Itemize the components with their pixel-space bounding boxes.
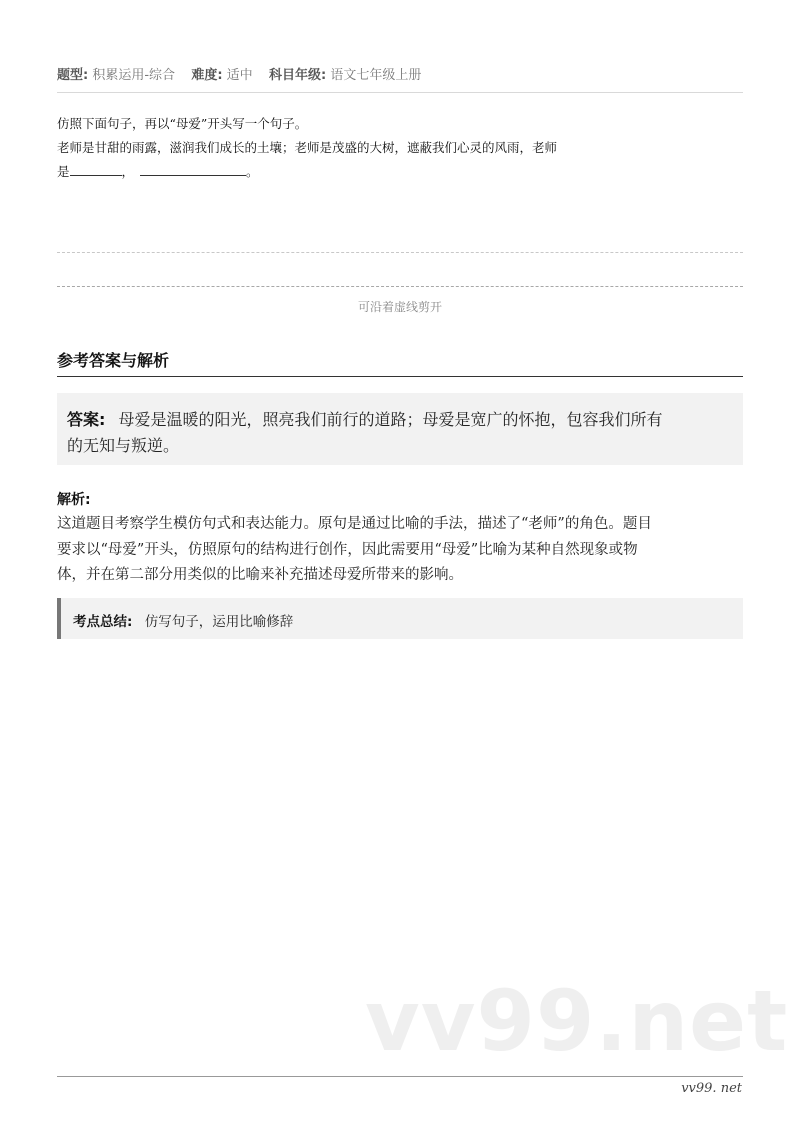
answer-text-2: 的无知与叛逆。 <box>67 436 180 455</box>
cut-line <box>57 286 743 287</box>
type-label: 题型: <box>57 68 89 83</box>
question-instruction: 仿照下面句子，再以“母爱”开头写一个句子。 <box>57 116 308 131</box>
grade-value: 语文七年级上册 <box>330 68 422 83</box>
answer-blank-2[interactable] <box>140 163 246 176</box>
section-divider <box>57 376 743 377</box>
grade-label: 科目年级: <box>268 68 327 83</box>
question-blank-line <box>57 162 259 180</box>
summary-box <box>57 598 743 639</box>
answer-section-title: 参考答案与解析 <box>57 351 170 370</box>
answer-text-1: 母爱是温暖的阳光，照亮我们前行的道路；母爱是宽广的怀抱，包容我们所有 <box>118 410 663 429</box>
difficulty-value: 适中 <box>226 68 253 83</box>
summary-line <box>73 610 293 630</box>
question-example: 老师是甘甜的雨露，滋润我们成长的土壤；老师是茂盛的大树，遮蔽我们心灵的风雨，老师 <box>57 140 558 155</box>
blank-separator: ， <box>121 164 135 179</box>
summary-value: 仿写句子，运用比喻修辞 <box>144 614 294 630</box>
question-meta <box>57 64 421 83</box>
dashed-divider <box>57 252 743 253</box>
blank-prefix: 是 <box>57 164 70 179</box>
footer-site: vv99. net <box>681 1081 742 1096</box>
answer-label: 答案: <box>67 410 106 429</box>
analysis-line: 体，并在第二部分用类似的比喻来补充描述母爱所带来的影响。 <box>57 567 463 583</box>
cut-hint: 可沿着虚线剪开 <box>357 300 442 314</box>
analysis-label: 解析: <box>57 492 91 508</box>
type-value: 积累运用-综合 <box>92 68 176 83</box>
analysis-line: 要求以“母爱”开头，仿照原句的结构进行创作，因此需要用“母爱”比喻为某种自然现象或物 <box>57 542 638 558</box>
answer-blank-1[interactable] <box>70 163 122 176</box>
header-divider <box>57 92 743 93</box>
footer-divider <box>57 1076 743 1077</box>
watermark: vv99.net <box>365 972 789 1070</box>
analysis-line: 这道题目考察学生模仿句式和表达能力。原句是通过比喻的手法，描述了“老师”的角色。题目 <box>57 516 652 532</box>
answer-box <box>57 393 743 465</box>
difficulty-label: 难度: <box>191 68 223 83</box>
summary-label: 考点总结: <box>73 614 133 630</box>
blank-end: 。 <box>246 164 259 179</box>
answer-line-1 <box>67 407 663 430</box>
